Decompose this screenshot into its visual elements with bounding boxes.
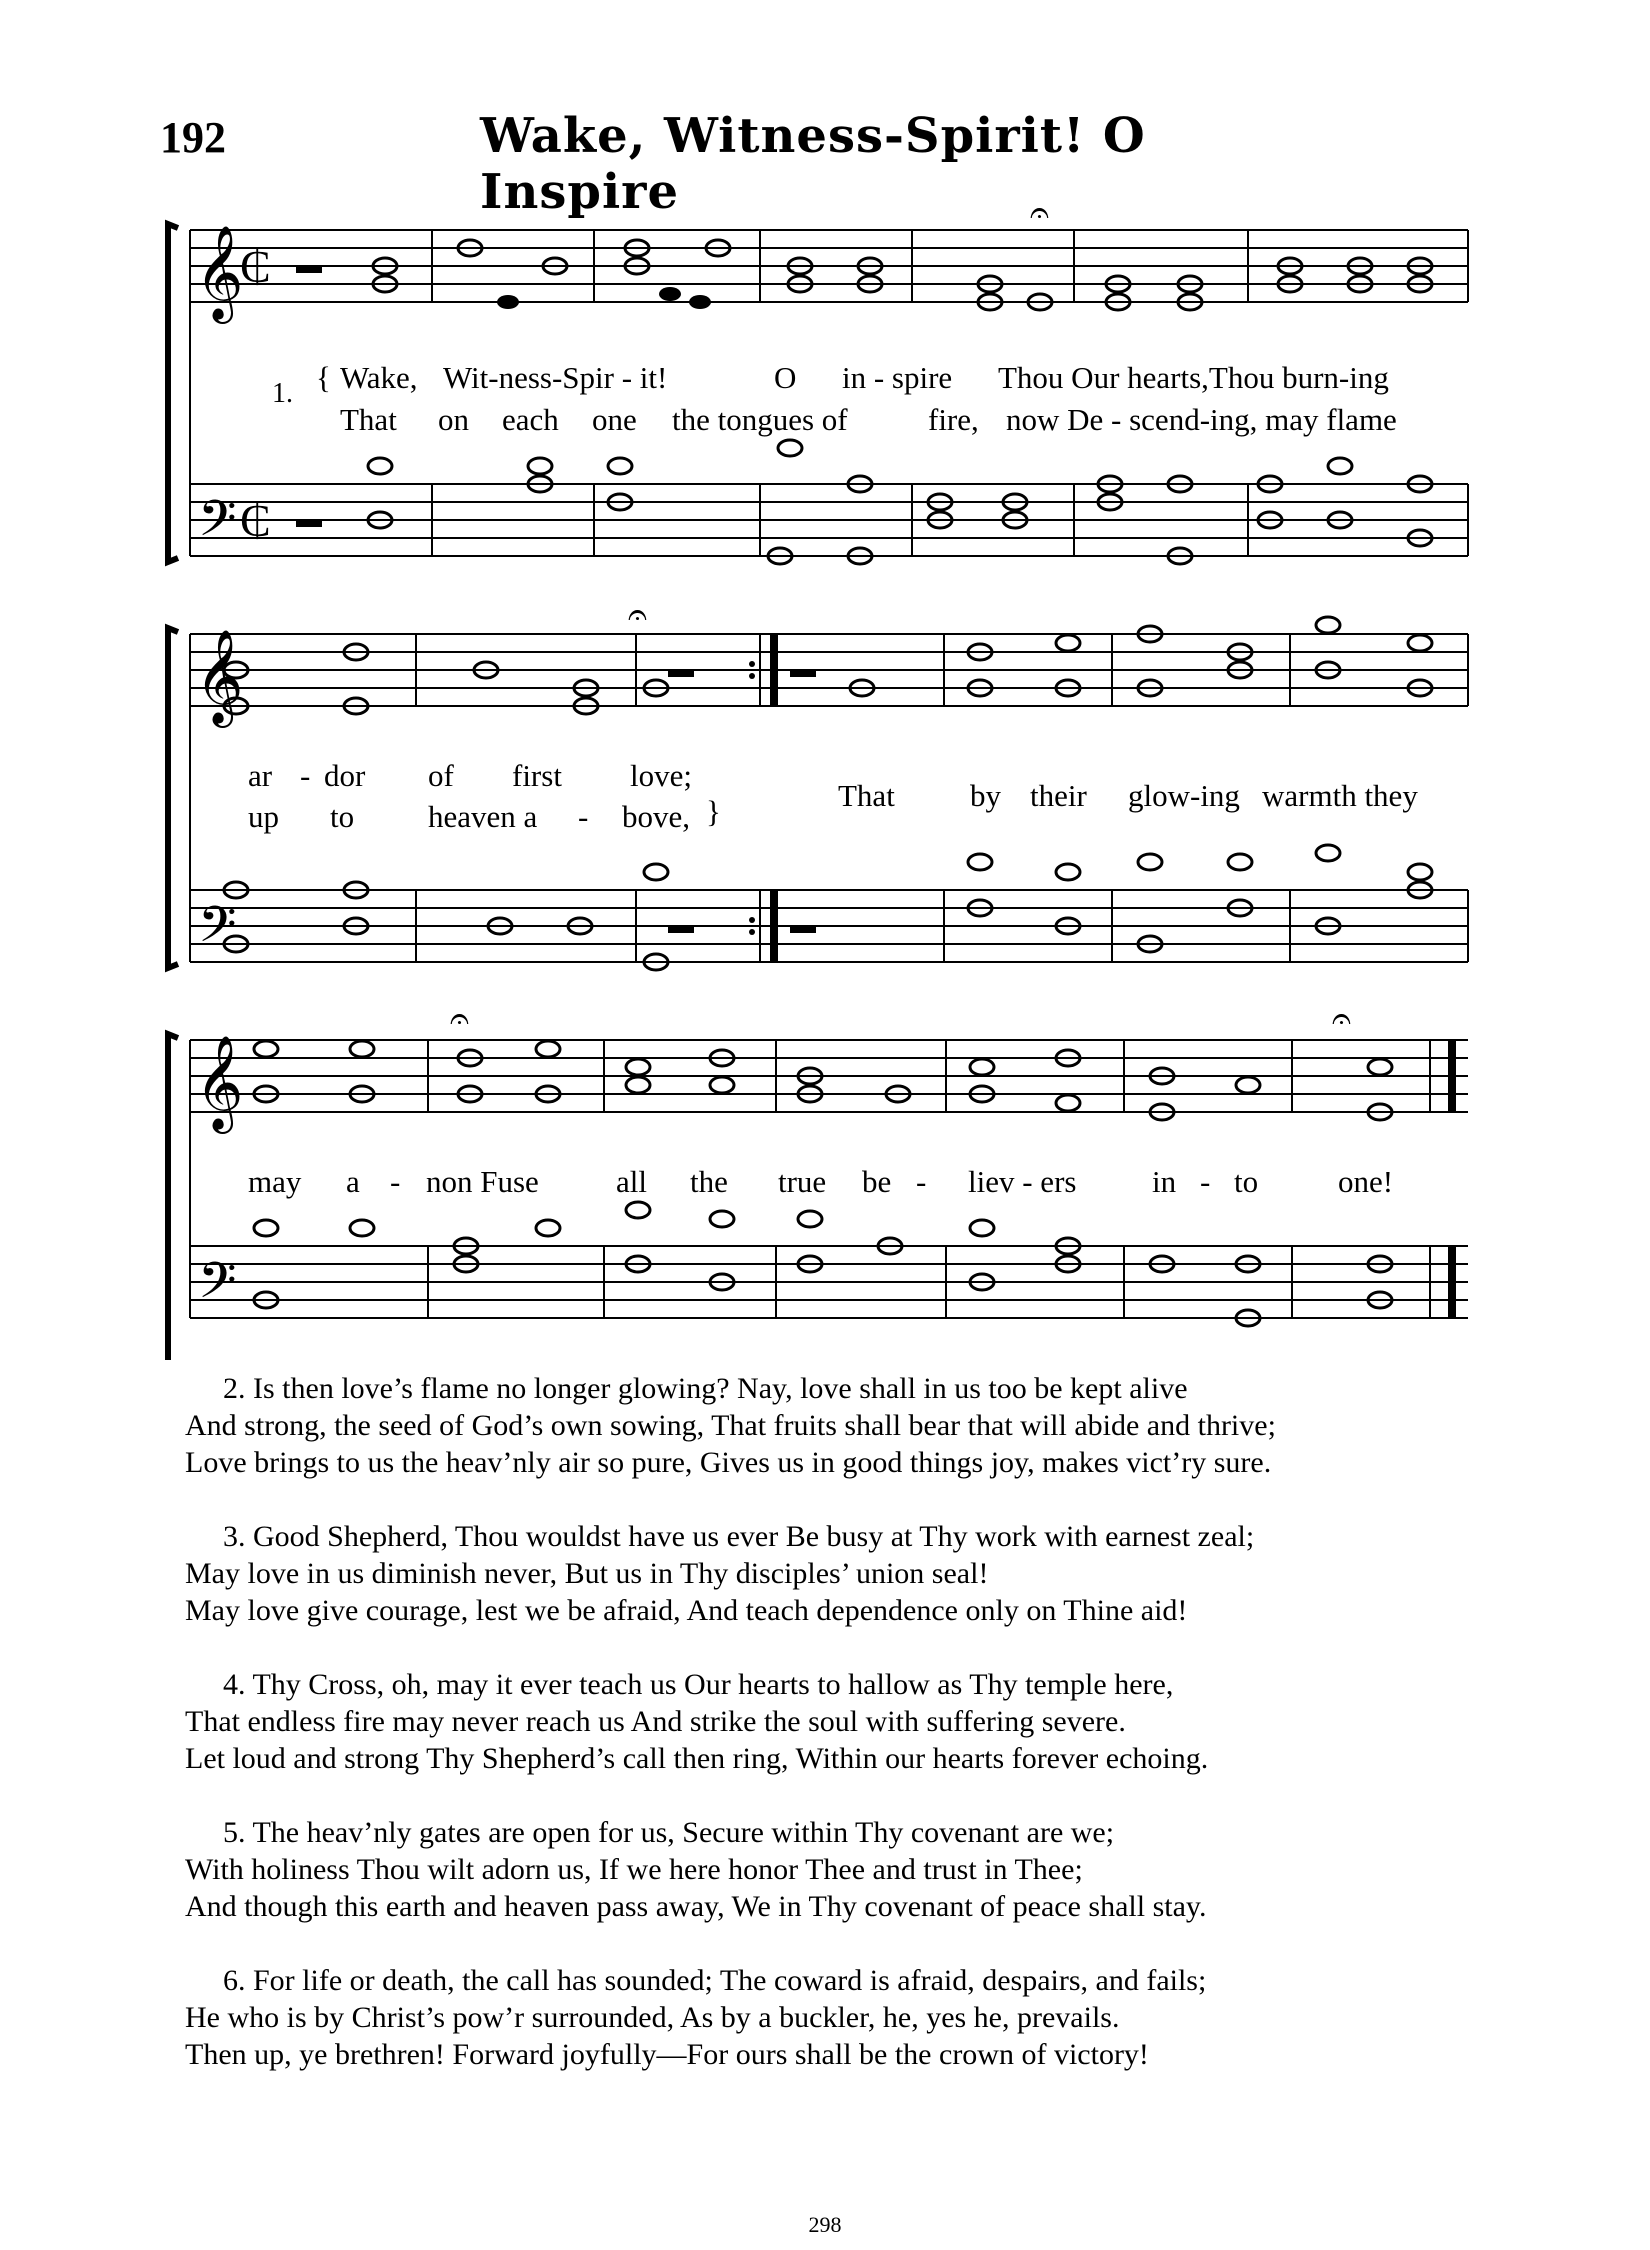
bass-clef-icon: 𝄢 [198, 896, 237, 966]
lyrics-line: the tongues of [672, 402, 848, 437]
treble-staff-3 [190, 1040, 1468, 1112]
lyrics-line: ar [248, 758, 273, 793]
lyrics-line: - [916, 1164, 927, 1199]
verse-line: That endless fire may never reach us And strike the soul with suffering severe. [185, 1705, 1126, 1738]
lyrics-line: all [616, 1164, 647, 1199]
verses-block [185, 1370, 1585, 2110]
hymn-title: Wake, Witness-Spirit! O Inspire [480, 108, 1146, 220]
lyrics-line: to [1234, 1164, 1259, 1199]
verse-line: He who is by Christ’s pow’r surrounded, As by a buckler, he, yes he, prevails. [185, 2001, 1120, 2034]
fermata-icon: 𝄐 [1332, 999, 1351, 1039]
verse-line: 4. Thy Cross, oh, may it ever teach us Our hearts to hallow as Thy temple here, [223, 1668, 1174, 1701]
lyrics-line: true [778, 1164, 827, 1199]
lyrics-line: bove, [622, 799, 691, 834]
svg-text:{: { [316, 360, 331, 395]
system-3 [168, 999, 1468, 1360]
lyrics-line: liev - ers [968, 1164, 1077, 1199]
lyrics-line: each [502, 402, 559, 437]
svg-text:}: } [706, 794, 721, 829]
lyrics-line: of [428, 758, 454, 793]
verse-line: Then up, ye brethren! Forward joyfully—For ours shall be the crown of victory! [185, 2038, 1149, 2071]
system-2 [168, 595, 1468, 970]
refrain-lyric: warmth they [1262, 778, 1418, 813]
verse-5 [185, 1814, 1585, 1925]
treble-notes-3 [254, 1041, 1392, 1120]
treble-notes-1 [373, 240, 1432, 310]
page-number: 298 [808, 2212, 842, 2237]
lyrics-line: on [438, 402, 469, 437]
verse-line: 3. Good Shepherd, Thou wouldst have us ever Be busy at Thy work with earnest zeal; [223, 1520, 1255, 1553]
bass-clef-icon: 𝄢 [198, 1252, 237, 1322]
hymn-number: 192 [160, 113, 226, 162]
lyrics-line: to [330, 799, 355, 834]
lyrics-line: Thou Our hearts,Thou burn-ing [998, 360, 1389, 395]
verse-line: 5. The heav’nly gates are open for us, Secure within Thy covenant are we; [223, 1816, 1115, 1849]
verse-line: May love give courage, lest we be afraid, And teach dependence only on Thine aid! [185, 1594, 1188, 1627]
verse-line: With holiness Thou wilt adorn us, If we here honor Thee and trust in Thee; [185, 1853, 1083, 1886]
verse-line: Let loud and strong Thy Shepherd’s call then ring, Within our hearts forever echoing. [185, 1742, 1209, 1775]
treble-filled-notes-1 [497, 287, 711, 309]
verse-2 [185, 1370, 1585, 1481]
lyrics-line: - [578, 799, 589, 834]
treble-clef-icon: 𝄞 [195, 225, 244, 320]
verse-line: And though this earth and heaven pass away, We in Thy covenant of peace shall stay. [185, 1890, 1207, 1923]
lyrics-line: be [862, 1164, 892, 1199]
lyrics-line: now De - scend-ing, may flame [1006, 402, 1397, 437]
system-1 [168, 193, 1468, 564]
lyrics-line: - [1200, 1164, 1211, 1199]
bass-staff-2 [190, 890, 1468, 962]
lyrics-line: Wake, [340, 360, 418, 395]
treble-staff-2 [190, 634, 1468, 706]
lyrics-line: a [346, 1164, 360, 1199]
verse-3 [185, 1518, 1585, 1629]
lyrics-line: one [592, 402, 637, 437]
fermata-icon: 𝄐 [1030, 193, 1049, 233]
fermata-icon: 𝄐 [628, 595, 647, 635]
bass-staff-3 [190, 1246, 1468, 1318]
verse-line: May love in us diminish never, But us in Thy disciples’ union seal! [185, 1557, 989, 1590]
lyrics-line: - [300, 758, 311, 793]
lyrics-line: the [690, 1164, 728, 1199]
time-signature-icon: ₵ [240, 495, 271, 546]
bass-staff-1 [190, 484, 1468, 556]
lyrics-line: heaven a [428, 799, 538, 834]
lyrics-line: non Fuse [426, 1164, 539, 1199]
refrain-lyric: glow-ing [1128, 778, 1240, 813]
verse-number: 1. [272, 378, 293, 409]
lyrics-line: love; [630, 758, 692, 793]
refrain-lyric: their [1030, 778, 1087, 813]
refrain-lyric: That [838, 778, 895, 813]
verse-line: And strong, the seed of God’s own sowing, That fruits shall bear that will abide and thrive; [185, 1409, 1276, 1442]
verse-line: 2. Is then love’s flame no longer glowing? Nay, love shall in us too be kept alive [223, 1372, 1188, 1405]
treble-clef-icon: 𝄞 [195, 1035, 244, 1130]
lyrics-line: first [512, 758, 562, 793]
verse-6 [185, 1962, 1585, 2073]
lyrics-line: one! [1338, 1164, 1394, 1199]
treble-clef-icon: 𝄞 [195, 629, 244, 724]
lyrics-line: may [248, 1164, 302, 1199]
lyrics-line: fire, [928, 402, 979, 437]
refrain-lyric: by [970, 778, 1001, 813]
lyrics-line: in - spire [842, 360, 953, 395]
verse-4 [185, 1666, 1585, 1777]
lyrics-line: up [248, 799, 279, 834]
verse-line: 6. For life or death, the call has sounded; The coward is afraid, despairs, and fails; [223, 1964, 1207, 1997]
lyrics-line: - [390, 1164, 401, 1199]
time-signature-icon: ₵ [240, 241, 271, 292]
treble-notes-2 [224, 617, 1432, 714]
lyrics-line: in [1152, 1164, 1177, 1199]
lyrics-line: dor [324, 758, 366, 793]
lyrics-line: That [340, 402, 397, 437]
fermata-icon: 𝄐 [450, 999, 469, 1039]
lyrics-line: O [774, 360, 797, 395]
verse-line: Love brings to us the heav’nly air so pure, Gives us in good things joy, makes vict’ry sure. [185, 1446, 1272, 1479]
lyrics-line: Wit-ness-Spir - it! [443, 360, 668, 395]
bass-clef-icon: 𝄢 [198, 490, 237, 560]
